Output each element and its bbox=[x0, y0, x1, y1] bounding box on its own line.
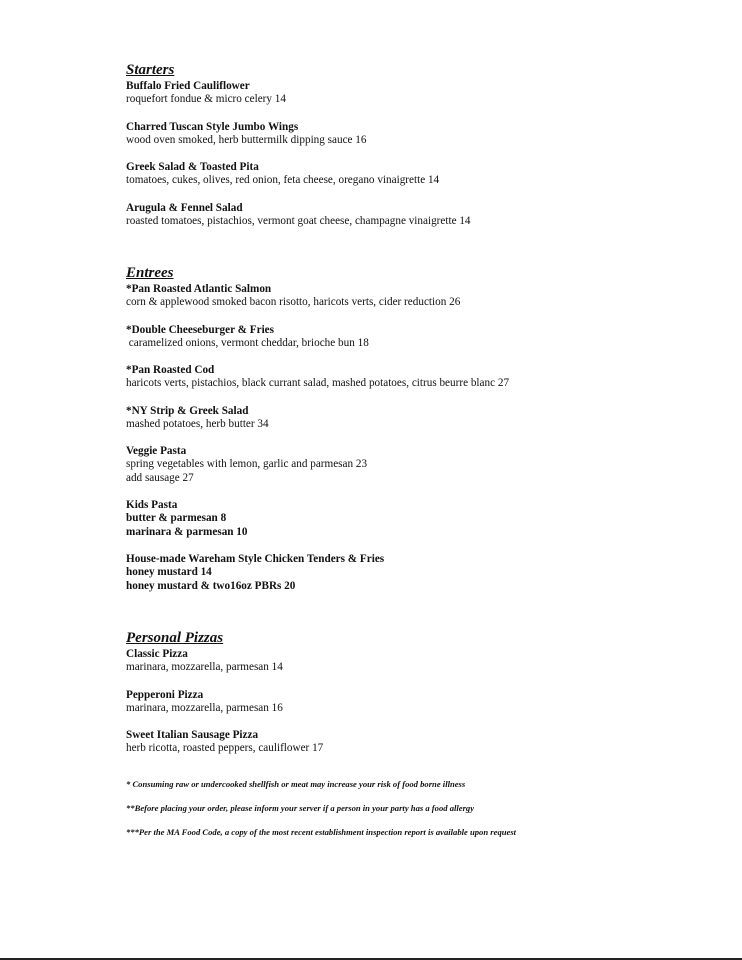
menu-item-option: butter & parmesan 8 bbox=[126, 512, 227, 524]
menu-item bbox=[126, 201, 726, 229]
menu-item-description: tomatoes, cukes, olives, red onion, feta cheese, oregano vinaigrette 14 bbox=[126, 174, 440, 186]
menu-item-description: marinara, mozzarella, parmesan 14 bbox=[126, 661, 283, 673]
menu-item bbox=[126, 160, 726, 188]
menu-section bbox=[126, 264, 726, 593]
menu-item-name: *Pan Roasted Cod bbox=[126, 364, 215, 376]
menu-item-name: Charred Tuscan Style Jumbo Wings bbox=[126, 120, 299, 133]
menu-item-option: honey mustard & two16oz PBRs 20 bbox=[126, 579, 296, 592]
menu-section bbox=[126, 629, 726, 756]
menu-item bbox=[126, 323, 726, 351]
menu-item-name: *Pan Roasted Atlantic Salmon bbox=[126, 283, 272, 295]
menu-item bbox=[126, 404, 726, 432]
menu-item-description: mashed potatoes, herb butter 34 bbox=[126, 417, 269, 430]
menu-item-description: marinara, mozzarella, parmesan 16 bbox=[126, 701, 283, 714]
footnote: **Before placing your order, please inform your server if a person in your party has a food allergy bbox=[126, 803, 475, 813]
menu-item-description: herb ricotta, roasted peppers, cauliflower 17 bbox=[126, 742, 324, 754]
menu-item-description: corn & applewood smoked bacon risotto, haricots verts, cider reduction 26 bbox=[126, 296, 461, 308]
menu-item bbox=[126, 282, 726, 310]
menu-item bbox=[126, 363, 726, 391]
menu-item-name: Classic Pizza bbox=[126, 648, 188, 660]
footnote: * Consuming raw or undercooked shellfish or meat may increase your risk of food borne illness bbox=[126, 779, 466, 789]
menu-item-description: wood oven smoked, herb buttermilk dipping sauce 16 bbox=[126, 133, 367, 146]
section-title: Personal Pizzas bbox=[126, 630, 224, 646]
menu-item-name: Greek Salad & Toasted Pita bbox=[126, 161, 259, 173]
menu-item bbox=[126, 552, 726, 593]
section-title: Starters bbox=[126, 62, 175, 78]
menu-item-description: haricots verts, pistachios, black currant salad, mashed potatoes, citrus beurre blanc 27 bbox=[126, 377, 510, 389]
menu-item-name: *NY Strip & Greek Salad bbox=[126, 404, 249, 417]
menu-item bbox=[126, 444, 726, 485]
menu-item-name: Kids Pasta bbox=[126, 499, 178, 511]
menu-item-name: *Double Cheeseburger & Fries bbox=[126, 323, 275, 336]
menu-item-option: honey mustard 14 bbox=[126, 566, 212, 578]
menu-item bbox=[126, 79, 726, 107]
menu-item-name: Buffalo Fried Cauliflower bbox=[126, 80, 250, 92]
menu-item-name: Veggie Pasta bbox=[126, 445, 187, 457]
menu-body bbox=[126, 61, 726, 792]
menu-item-description: add sausage 27 bbox=[126, 471, 194, 484]
menu-item-name: Pepperoni Pizza bbox=[126, 688, 204, 701]
menu-item-name: Sweet Italian Sausage Pizza bbox=[126, 729, 259, 741]
menu-item-name: House-made Wareham Style Chicken Tenders & Fries bbox=[126, 553, 385, 565]
menu-item bbox=[126, 498, 726, 539]
footnote: ***Per the MA Food Code, a copy of the most recent establishment inspection report is available upon request bbox=[126, 827, 517, 837]
menu-item bbox=[126, 120, 726, 148]
menu-item bbox=[126, 647, 726, 675]
menu-item-description: spring vegetables with lemon, garlic and parmesan 23 bbox=[126, 458, 368, 470]
footnotes bbox=[126, 778, 726, 850]
menu-item bbox=[126, 688, 726, 716]
section-title: Entrees bbox=[126, 265, 174, 281]
menu-item-name: Arugula & Fennel Salad bbox=[126, 201, 243, 214]
menu-section bbox=[126, 61, 726, 228]
menu-item-description: caramelized onions, vermont cheddar, brioche bun 18 bbox=[126, 336, 369, 349]
menu-item-description: roquefort fondue & micro celery 14 bbox=[126, 93, 286, 105]
menu-item bbox=[126, 728, 726, 756]
menu-item-option: marinara & parmesan 10 bbox=[126, 525, 248, 538]
menu-item-description: roasted tomatoes, pistachios, vermont goat cheese, champagne vinaigrette 14 bbox=[126, 214, 471, 227]
